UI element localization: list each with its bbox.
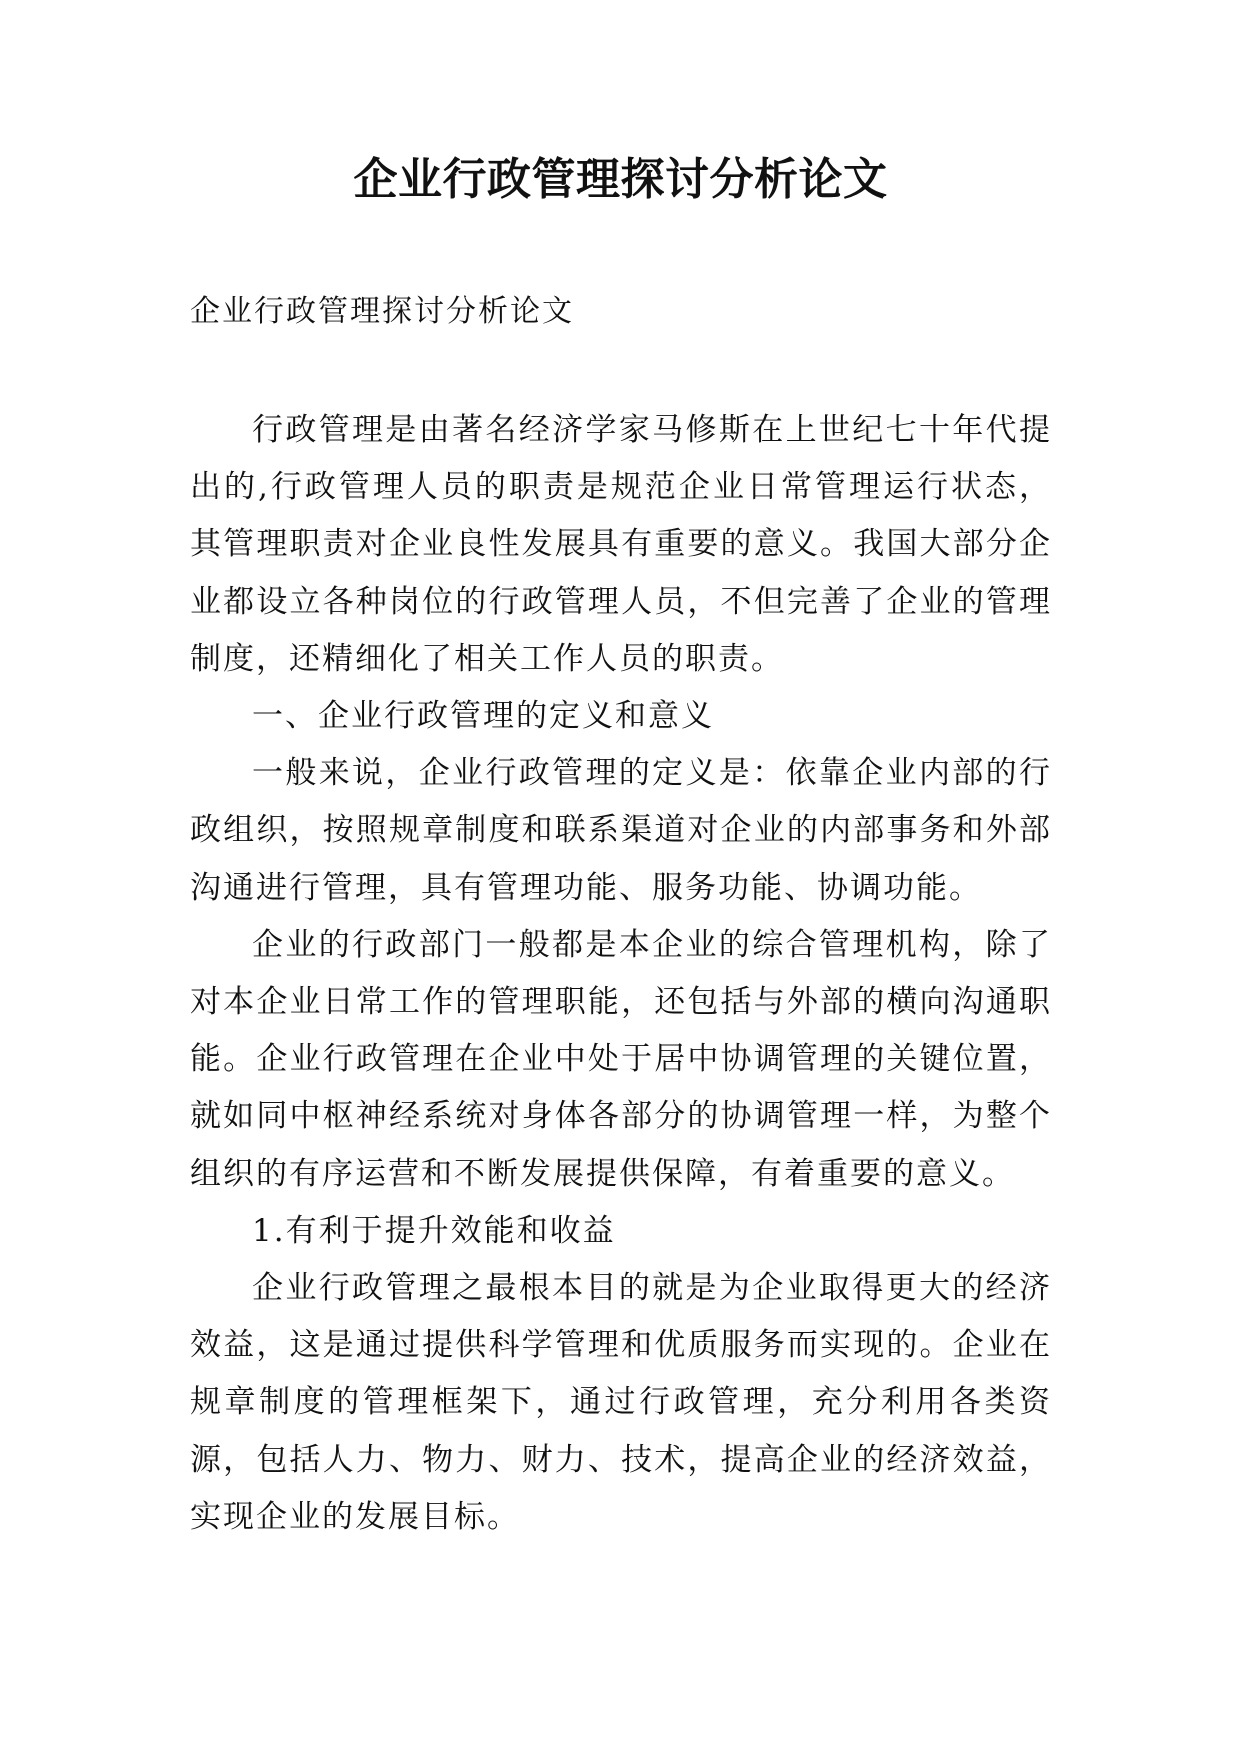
paragraph-intro: 行政管理是由著名经济学家马修斯在上世纪七十年代提出的,行政管理人员的职责是规范企业日常管理运行状态，其管理职责对企业良性发展具有重要的意义。我国大部分企业都设立各种岗位的行政管理人员，不但完善了企业的管理制度，还精细化了相关工作人员的职责。	[190, 412, 1052, 677]
subsection-heading-efficiency: 1.有利于提升效能和收益	[252, 1212, 616, 1249]
section-heading-definition: 一、企业行政管理的定义和意义	[252, 698, 714, 735]
document-title: 企业行政管理探讨分析论文	[353, 154, 888, 205]
paragraph-efficiency: 企业行政管理之最根本目的就是为企业取得更大的经济效益，这是通过提供科学管理和优质服务而实现的。企业在规章制度的管理框架下，通过行政管理，充分利用各类资源，包括人力、物力、财力、技术，提高企业的经济效益，实现企业的发展目标。	[190, 1270, 1052, 1535]
paragraph-definition: 一般来说，企业行政管理的定义是：依靠企业内部的行政组织，按照规章制度和联系渠道对企业的内部事务和外部沟通进行管理，具有管理功能、服务功能、协调功能。	[190, 755, 1052, 906]
document-body	[190, 402, 1052, 1546]
document-subtitle: 企业行政管理探讨分析论文	[190, 294, 574, 329]
paragraph-department-role: 企业的行政部门一般都是本企业的综合管理机构，除了对本企业日常工作的管理职能，还包括与外部的横向沟通职能。企业行政管理在企业中处于居中协调管理的关键位置，就如同中枢神经系统对身体各部分的协调管理一样，为整个组织的有序运营和不断发展提供保障，有着重要的意义。	[190, 926, 1052, 1192]
